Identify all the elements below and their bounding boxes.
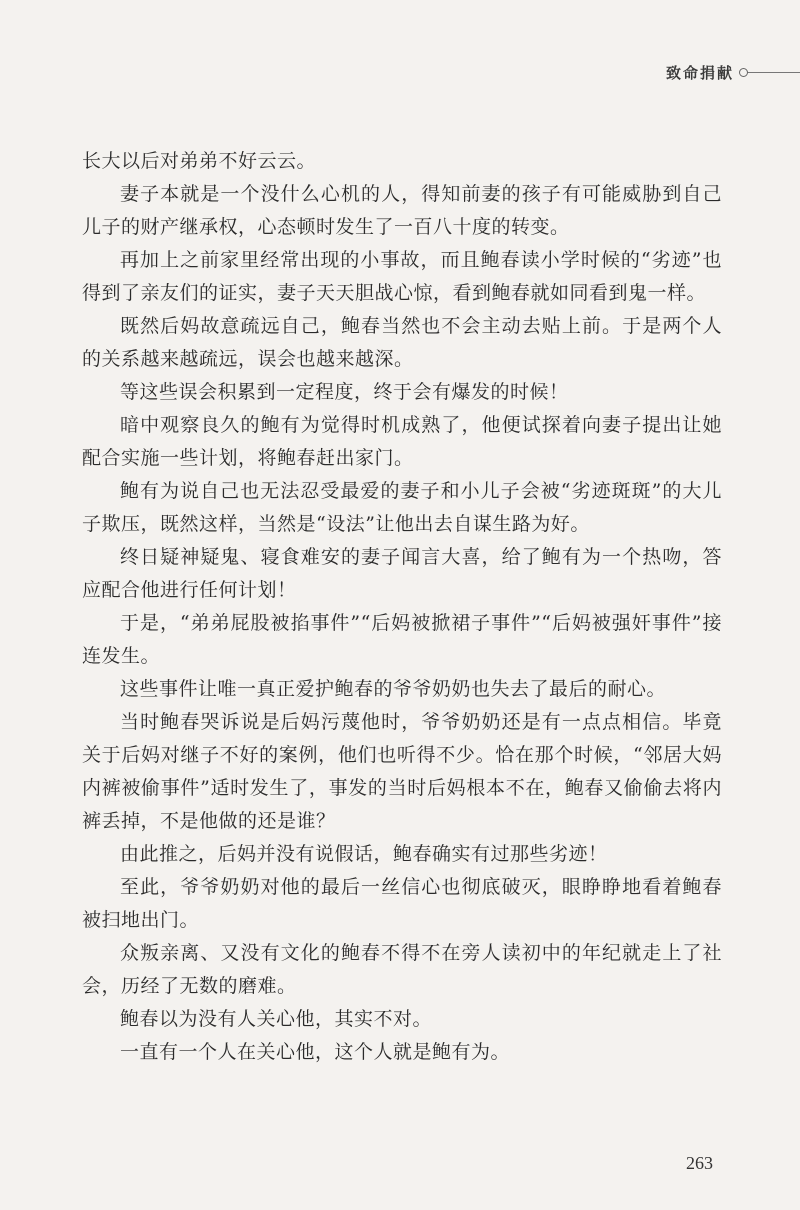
paragraph: 当时鲍春哭诉说是后妈污蔑他时，爷爷奶奶还是有一点点相信。毕竟关于后妈对继子不好的案例，他们也听得不少。恰在那个时候，“邻居大妈内裤被偷事件”适时发生了，事发的当时后妈根本不在，鲍春又偷偷去将内裤丢掉，不是他做的还是谁？ bbox=[82, 711, 722, 832]
paragraph: 再加上之前家里经常出现的小事故，而且鲍春读小学时候的“劣迹”也得到了亲友们的证实，妻子天天胆战心惊，看到鲍春就如同看到鬼一样。 bbox=[82, 249, 722, 304]
paragraph: 等这些误会积累到一定程度，终于会有爆发的时候！ bbox=[120, 381, 569, 403]
body-text bbox=[82, 145, 722, 1069]
header-rule bbox=[744, 72, 800, 73]
paragraph: 终日疑神疑鬼、寝食难安的妻子闻言大喜，给了鲍有为一个热吻，答应配合他进行任何计划！ bbox=[82, 546, 722, 601]
paragraph: 长大以后对弟弟不好云云。 bbox=[82, 150, 317, 172]
paragraph: 众叛亲离、又没有文化的鲍春不得不在旁人读初中的年纪就走上了社会，历经了无数的磨难。 bbox=[82, 942, 722, 997]
page-header bbox=[460, 62, 800, 90]
running-header-title: 致命捐献 bbox=[665, 64, 734, 82]
paragraph: 妻子本就是一个没什么心机的人，得知前妻的孩子有可能威胁到自己儿子的财产继承权，心态顿时发生了一百八十度的转变。 bbox=[82, 183, 722, 238]
paragraph: 至此，爷爷奶奶对他的最后一丝信心也彻底破灭，眼睁睁地看着鲍春被扫地出门。 bbox=[82, 876, 722, 931]
paragraph: 既然后妈故意疏远自己，鲍春当然也不会主动去贴上前。于是两个人的关系越来越疏远，误会也越来越深。 bbox=[82, 315, 722, 370]
page-number: 263 bbox=[686, 1153, 713, 1173]
paragraph: 鲍有为说自己也无法忍受最爱的妻子和小儿子会被“劣迹斑斑”的大儿子欺压，既然这样，当然是“设法”让他出去自谋生路为好。 bbox=[82, 480, 722, 535]
paragraph: 这些事件让唯一真正爱护鲍春的爷爷奶奶也失去了最后的耐心。 bbox=[120, 678, 667, 700]
header-circle-ornament bbox=[739, 68, 748, 77]
paragraph: 于是，“弟弟屁股被掐事件”“后妈被掀裙子事件”“后妈被强奸事件”接连发生。 bbox=[82, 612, 722, 667]
paragraph: 由此推之，后妈并没有说假话，鲍春确实有过那些劣迹！ bbox=[120, 843, 608, 865]
paragraph: 鲍春以为没有人关心他，其实不对。 bbox=[120, 1008, 433, 1030]
paragraph: 暗中观察良久的鲍有为觉得时机成熟了，他便试探着向妻子提出让她配合实施一些计划，将鲍春赶出家门。 bbox=[82, 414, 722, 469]
paragraph: 一直有一个人在关心他，这个人就是鲍有为。 bbox=[120, 1041, 511, 1063]
